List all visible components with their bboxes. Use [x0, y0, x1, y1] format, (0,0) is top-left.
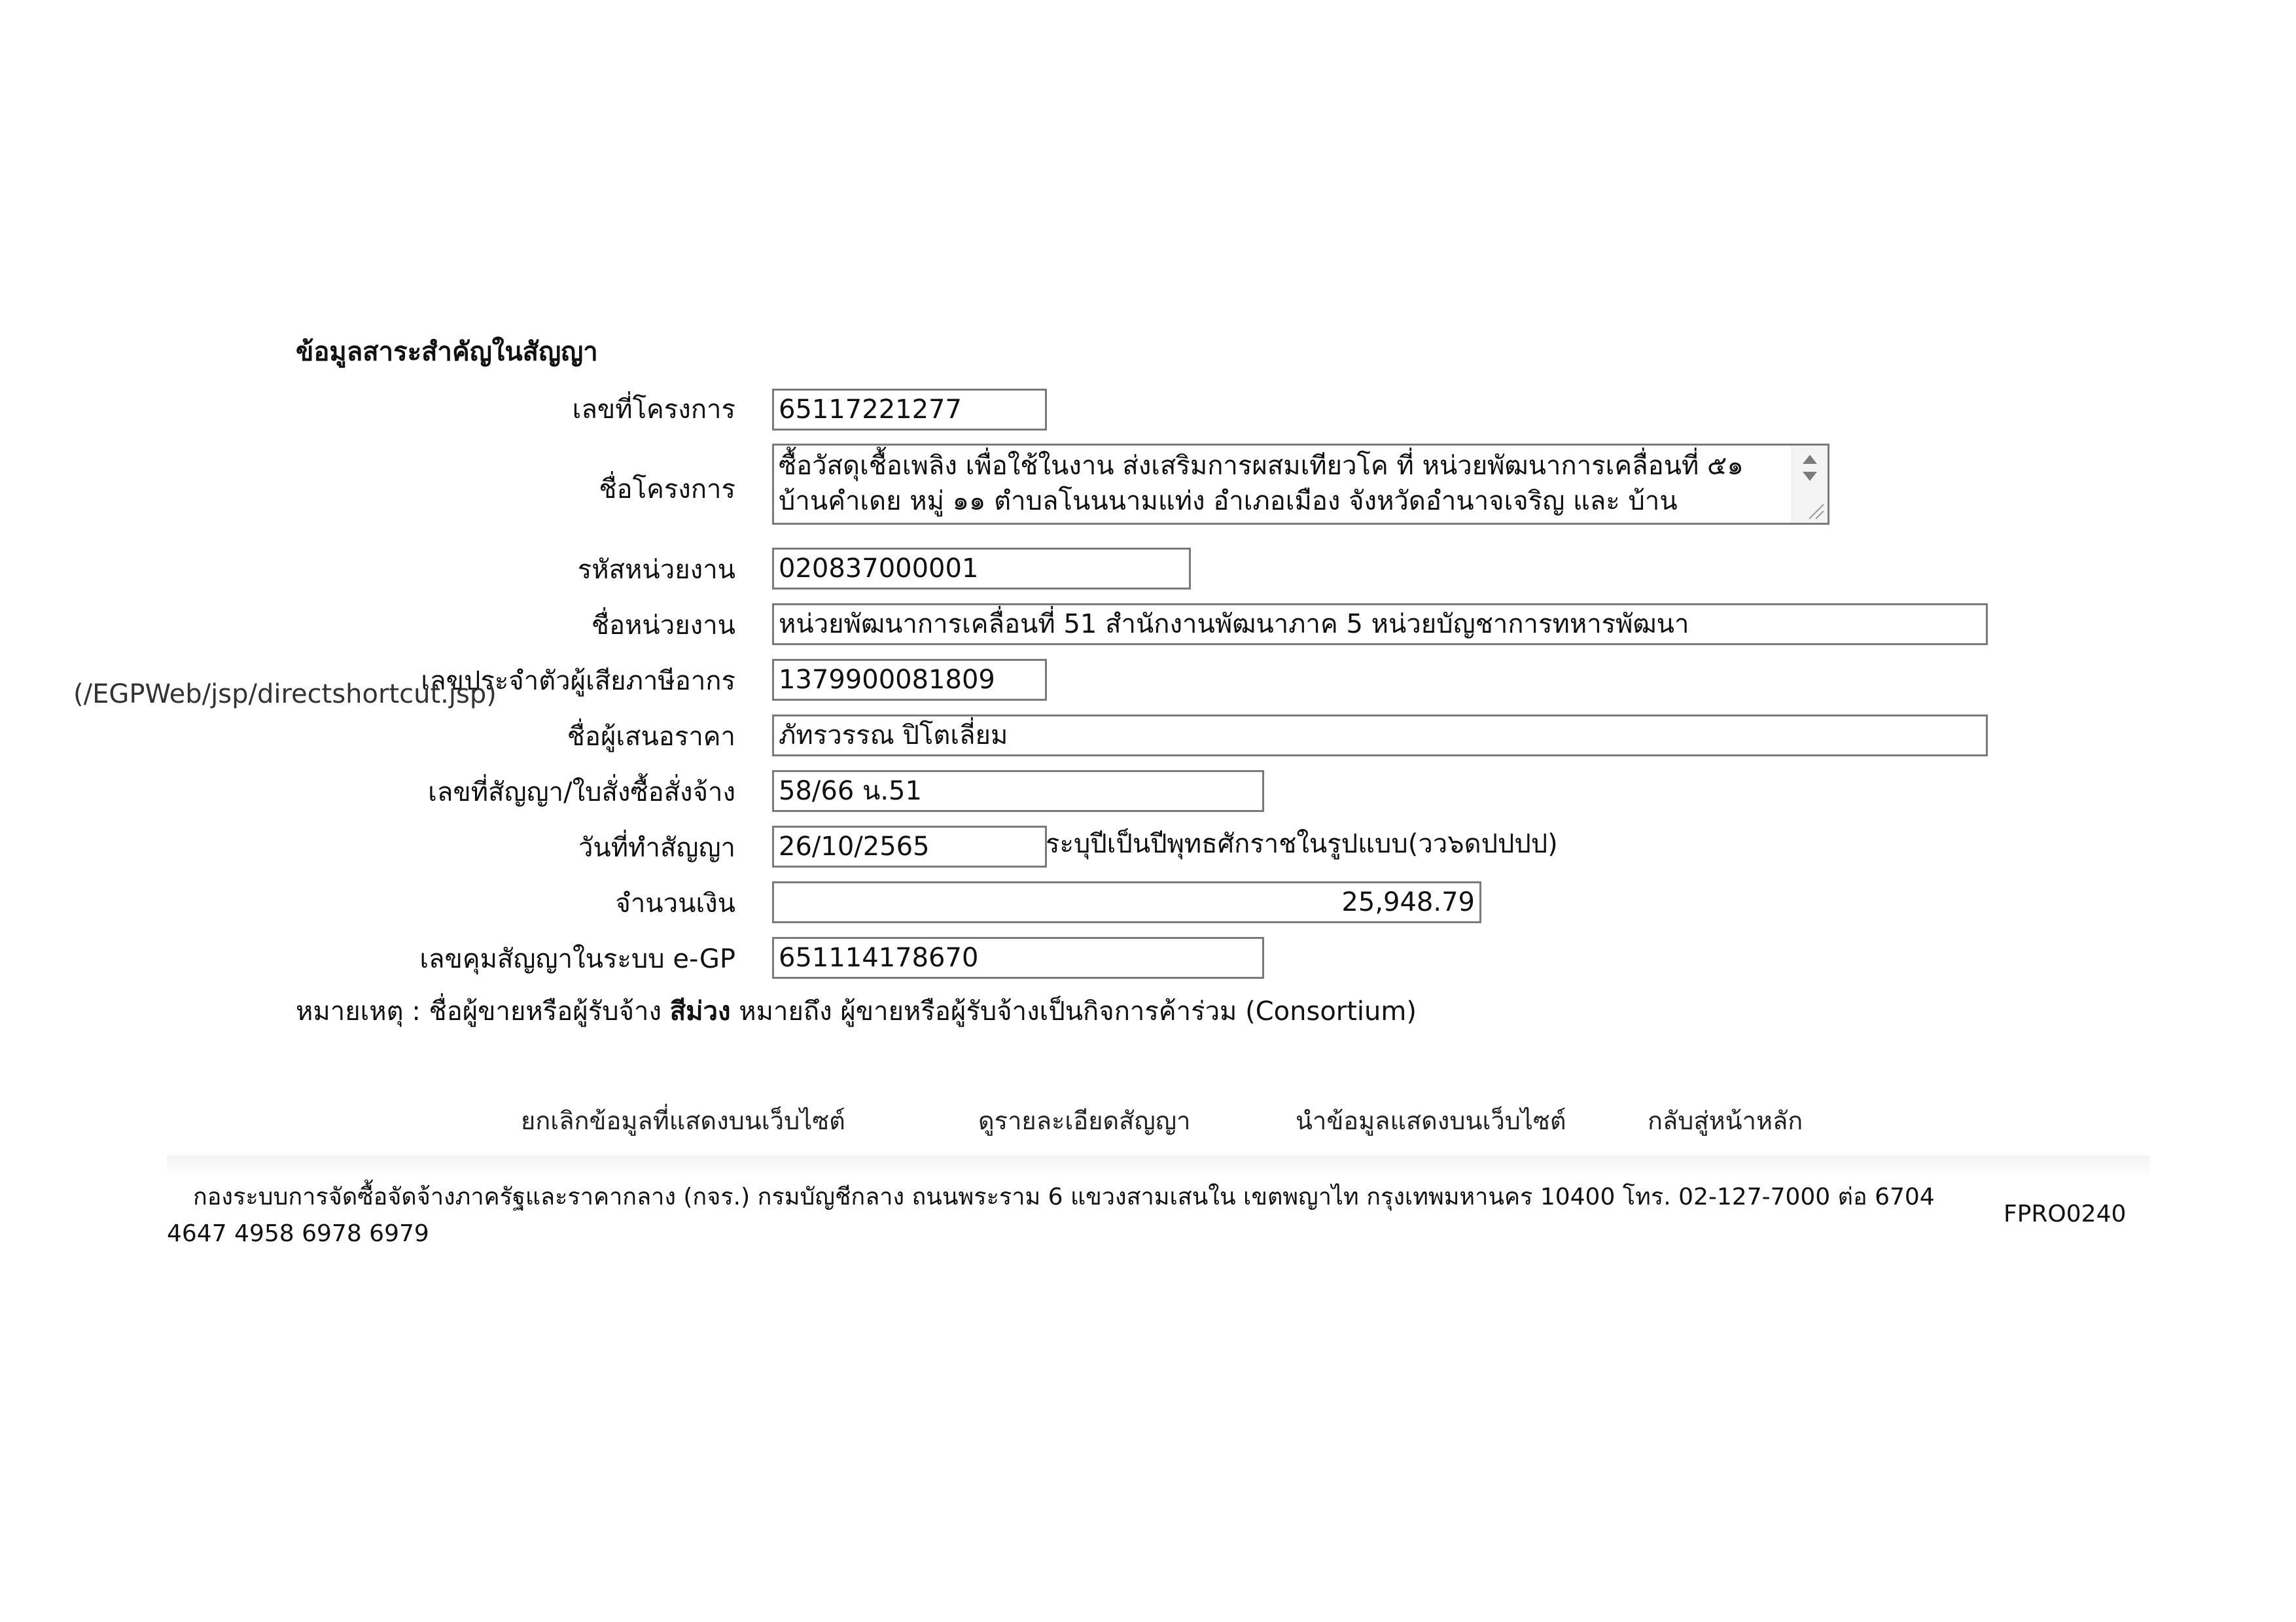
amount-field[interactable]: 25,948.79	[772, 881, 1481, 923]
contract-date-field[interactable]: 26/10/2565	[772, 826, 1047, 868]
project-name-value: ซื้อวัสดุเชื้อเพลิง เพื่อใช้ในงาน ส่งเสริมการผสมเทียวโค ที่ หน่วยพัฒนาการเคลื่อนที่ ๕๑ บ้านคำเดย หมู่ ๑๑ ตำบลโนนนามแท่ง อำเภอเมือง จังหวัดอำนาจเจริญ และ บ้าน	[779, 451, 1744, 516]
tax-id-field[interactable]: 1379900081809	[772, 659, 1047, 701]
overlay-url-text: (/EGPWeb/jsp/directshortcut.jsp)	[73, 679, 497, 709]
agency-name-field[interactable]: หน่วยพัฒนาการเคลื่อนที่ 51 สำนักงานพัฒนาภาค 5 หน่วยบัญชาการทหารพัฒนา	[772, 603, 1988, 645]
publish-link[interactable]: นำข้อมูลแสดงบนเว็บไซต์	[1296, 1106, 1566, 1135]
contract-no-field[interactable]: 58/66 น.51	[772, 770, 1264, 812]
agency-name-label: ชื่อหน่วยงาน	[591, 610, 735, 641]
scroll-down-icon[interactable]	[1803, 472, 1817, 481]
project-no-field[interactable]: 65117221277	[772, 389, 1047, 431]
egp-no-field[interactable]: 651114178670	[772, 937, 1264, 979]
section-title: ข้อมูลสาระสำคัญในสัญญา	[296, 337, 598, 367]
project-name-textarea[interactable]	[772, 444, 1829, 525]
page-code: FPRO0240	[2004, 1201, 2127, 1227]
project-name-label: ชื่อโครงการ	[599, 474, 735, 504]
project-no-label: เลขที่โครงการ	[572, 395, 735, 425]
bidder-name-field[interactable]: ภัทรวรรณ ปิโตเลี่ยม	[772, 714, 1988, 756]
contract-date-label: วันที่ทำสัญญา	[578, 833, 735, 863]
cancel-display-link[interactable]: ยกเลิกข้อมูลที่แสดงบนเว็บไซต์	[521, 1106, 845, 1135]
contract-no-label: เลขที่สัญญา/ใบสั่งซื้อสั่งจ้าง	[428, 777, 735, 807]
footer-divider	[167, 1155, 2149, 1178]
egp-no-label: เลขคุมสัญญาในระบบ e-GP	[419, 944, 735, 974]
contract-date-hint: ระบุปีเป็นปีพุทธศักราชในรูปแบบ(วว๖ดปปปป)	[1046, 829, 1558, 859]
resize-grip-icon[interactable]	[1805, 501, 1825, 520]
agency-code-field[interactable]: 020837000001	[772, 548, 1191, 590]
home-link[interactable]: กลับสู่หน้าหลัก	[1648, 1106, 1803, 1135]
bidder-name-label: ชื่อผู้เสนอราคา	[567, 722, 735, 752]
footer-address: กองระบบการจัดซื้อจัดจ้างภาครัฐและราคากลาง (กจร.) กรมบัญชีกลาง ถนนพระราม 6 แขวงสามเสนใน เขตพญาไท กรุงเทพมหานคร 10400 โทร. 02-127-7000 ต่อ 6704 4647 4958 6978 6979	[167, 1184, 1935, 1247]
amount-label: จำนวนเงิน	[615, 889, 735, 919]
scroll-up-icon[interactable]	[1803, 455, 1817, 464]
agency-code-label: รหัสหน่วยงาน	[577, 555, 735, 585]
tax-id-label: เลขประจำตัวผู้เสียภาษีอากร	[421, 666, 735, 696]
note-text	[296, 993, 1417, 1030]
view-detail-link[interactable]: ดูรายละเอียดสัญญา	[978, 1106, 1191, 1135]
note-bold: สีม่วง	[669, 996, 731, 1027]
note-prefix: หมายเหตุ : ชื่อผู้ขายหรือผู้รับจ้าง	[296, 996, 670, 1027]
note-suffix: หมายถึง ผู้ขายหรือผู้รับจ้างเป็นกิจการค้าร่วม (Consortium)	[730, 996, 1417, 1027]
